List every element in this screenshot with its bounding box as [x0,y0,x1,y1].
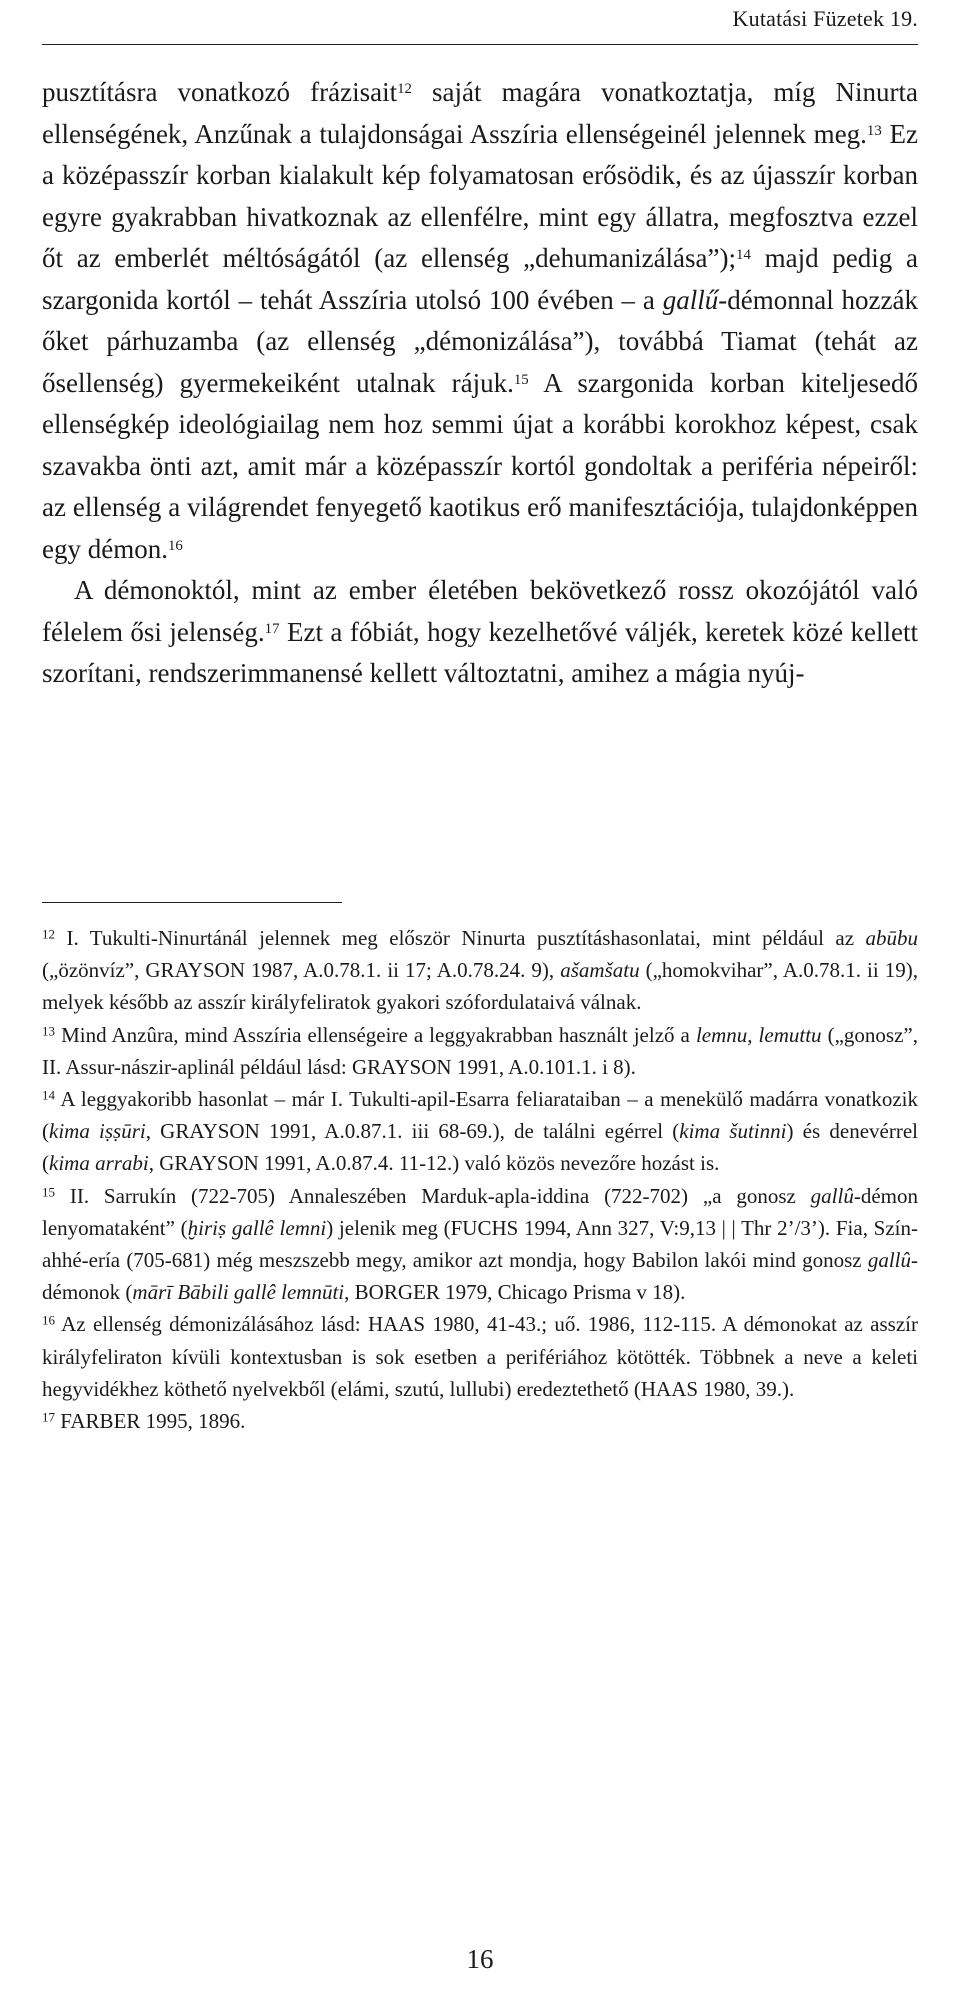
footnote-number: 15 [42,1184,56,1200]
footnote [42,1180,918,1309]
italic-term: gallû [867,1248,911,1273]
text-run: A démonoktól, mint az ember életében bekövetkező rossz okozójától való félelem ősi jelenség. [42,575,918,647]
text-run: , GRAYSON 1991, A.0.87.4. 11-12.) való közös nevezőre hozást is. [148,1151,720,1176]
italic-term: gallű [662,284,719,315]
text-run: A szargonida korban kiteljesedő ellenségkép ideológiailag nem hoz semmi újat a korábbi korokhoz képest, csak szavakba önti azt, amit már a középasszír kortól gondoltak a periféria népeiről: az ellenség a világrendet fenyegető kaotikus erő manifesztációja, tulajdonképpen egy démon. [42,367,918,564]
footnote [42,1405,918,1437]
running-header: Kutatási Füzetek 19. [732,6,918,31]
text-run: Mind Anzûra, mind Asszíria ellenségeire a leggyakrabban használt jelző a [55,1022,696,1047]
italic-term: ḫiriṣ gallê lemni [187,1215,327,1240]
italic-term: lemnu, lemuttu [695,1022,822,1047]
text-run: ) és denevérrel ( [42,1119,918,1176]
page-number: 16 [466,1944,494,1974]
italic-term: kima šutinni [679,1119,787,1144]
footnote-ref: 16 [167,537,183,554]
footnote-ref: 13 [866,122,882,139]
italic-term: abūbu [865,926,918,950]
italic-term: gallû [810,1183,854,1208]
text-run: pusztításra vonatkozó frázisait [42,77,398,107]
footnote-number: 17 [42,1409,56,1425]
italic-term: kima iṣṣūri [49,1119,146,1144]
text-run: -démonnal hozzák őket párhuzamba (az ellenség „démonizálása”), továbbá Tiamat (tehát az ősellenség) gyermekeiként utalnak rájuk. [42,284,918,398]
footnote-number: 16 [42,1312,56,1328]
text-run: , GRAYSON 1991, A.0.87.1. iii 68-69.), de találni egérrel ( [145,1119,680,1144]
text-run: saját magára vonatkoztatja, míg Ninurta ellenségének, Anzűnak a tulajdonságai Asszíria ellenségeinél jelennek meg. [42,77,918,149]
footnote [42,1308,918,1405]
body-paragraph [42,570,918,695]
footnote [42,1019,918,1083]
text-run: I. Tukulti-Ninurtánál jelennek meg először Ninurta pusztításhasonlatai, mint például az [55,926,866,950]
text-run: („homokvihar”, A.0.78.1. ii 19), melyek később az asszír királyfeliratok gyakori szófordulataivá válnak. [42,958,918,1015]
text-run: II. Sarrukín (722-705) Annaleszében Marduk-apla-iddina (722-702) „a gonosz [55,1183,811,1208]
header-rule [42,44,918,45]
text-run: Az ellenség démonizálásához lásd: HAAS 1980, 41-43.; uő. 1986, 112-115. A démonokat az asszír királyfeliraton kívüli kontextusban is sok esetben a perifériához kötötték. Többnek a neve a keleti hegyvidékhez köthető nyelvekből (elámi, szutú, lullubi) eredeztethető (HAAS 1980, 39.). [42,1312,918,1401]
text-run: A leggyakoribb hasonlat – már I. Tukulti-apil-Esarra feliarataiban – a menekülő madárra vonatkozik ( [42,1087,918,1144]
footnote-separator [42,902,342,903]
text-run: Ez a középasszír korban kialakult kép folyamatosan erősödik, és az újasszír korban egyre gyakrabban hivatkoznak az ellenfélre, mint egy állatra, megfosztva ezzel őt az emberlét méltóságától (az ellenség „dehumanizálása”); [42,118,918,273]
text-run: -démonok ( [42,1248,918,1305]
footnote [42,922,918,1019]
text-run: , BORGER 1979, Chicago Prisma v 18). [344,1280,686,1305]
italic-term: mārī Bābili gallê lemnūti [132,1280,345,1305]
footnote-ref: 14 [736,246,751,263]
text-run: („gonosz”, II. Assur-nászir-aplinál például lásd: GRAYSON 1991, A.0.101.1. i 8). [42,1022,918,1079]
footnote-ref: 12 [397,80,412,97]
text-run: majd pedig a szargonida kortól – tehát Asszíria utolsó 100 évében – a [42,243,918,315]
italic-term: ašamšatu [560,958,640,983]
footnotes [42,922,918,1437]
text-run: Ezt a fóbiát, hogy kezelhetővé váljék, keretek közé kellett szorítani, rendszerimmanensé kellett változtatni, amihez a mágia nyúj- [42,616,919,688]
footnote-number: 13 [42,1023,56,1039]
footnote-ref: 17 [264,620,280,637]
text-run: („özönvíz”, GRAYSON 1987, A.0.78.1. ii 17; A.0.78.24. 9), [42,958,561,983]
text-run: ) jelenik meg (FUCHS 1994, Ann 327, V:9,13 | | Thr 2’/3’). Fia, Szín-ahhé-ería (705-681) még meszszebb megy, amikor azt mondja, hogy Babilon lakói mind gonosz [42,1215,918,1273]
text-run: FARBER 1995, 1896. [55,1409,246,1434]
footnote [42,1083,918,1180]
footnote-number: 14 [42,1087,56,1103]
italic-term: kima arrabi [49,1151,149,1176]
footnote-number: 12 [42,926,56,942]
footnote-ref: 15 [513,371,529,388]
body-paragraph [42,72,918,570]
body-text [42,72,918,695]
text-run: -démon lenyomataként” ( [42,1183,918,1240]
